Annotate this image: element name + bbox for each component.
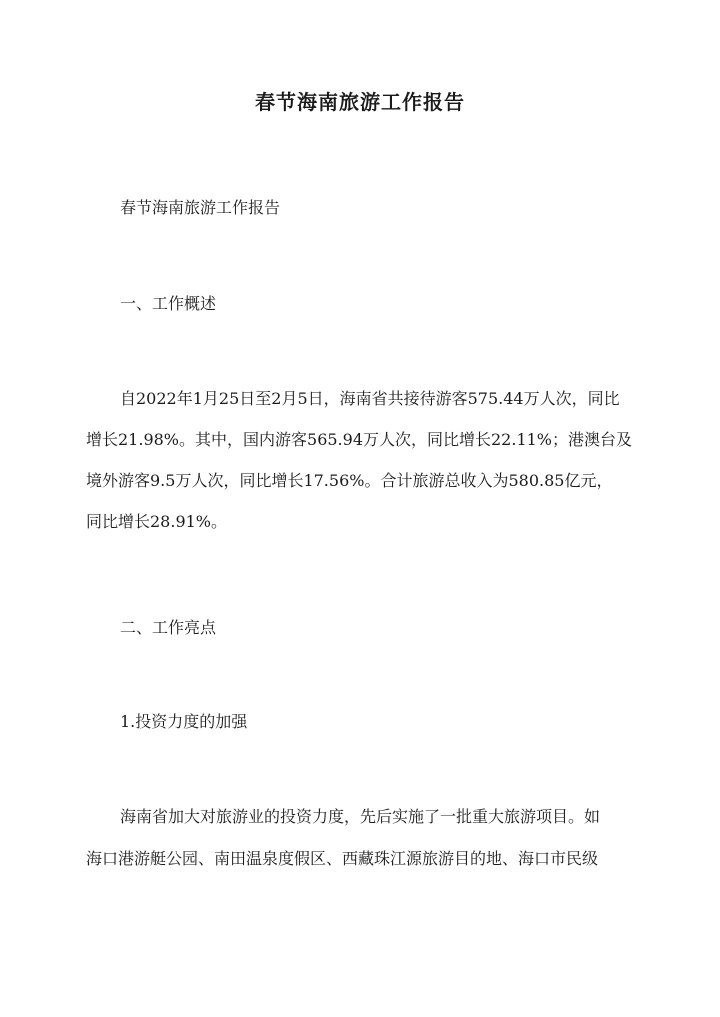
paragraph-line: 增长21.98%。其中，国内游客565.94万人次，同比增长22.11%；港澳台及 [86,430,633,449]
paragraph-line: 海南省加大对旅游业的投资力度，先后实施了一批重大旅游项目。如 [120,807,601,826]
subsection-heading-investment: 1.投资力度的加强 [120,712,248,731]
paragraph-line: 自2022年1月25日至2月5日，海南省共接待游客575.44万人次，同比 [120,389,620,408]
paragraph-line: 海口港游艇公园、南田温泉度假区、西藏珠江源旅游目的地、海口市民级 [86,849,599,868]
paragraph-line: 同比增长28.91%。 [86,512,228,531]
section-heading-overview: 一、工作概述 [120,294,217,313]
document-title: 春节海南旅游工作报告 [255,90,465,114]
section-heading-highlights: 二、工作亮点 [120,618,217,637]
document-subtitle: 春节海南旅游工作报告 [120,198,281,217]
paragraph-line: 境外游客9.5万人次，同比增长17.56%。合计旅游总收入为580.85亿元， [86,471,613,490]
